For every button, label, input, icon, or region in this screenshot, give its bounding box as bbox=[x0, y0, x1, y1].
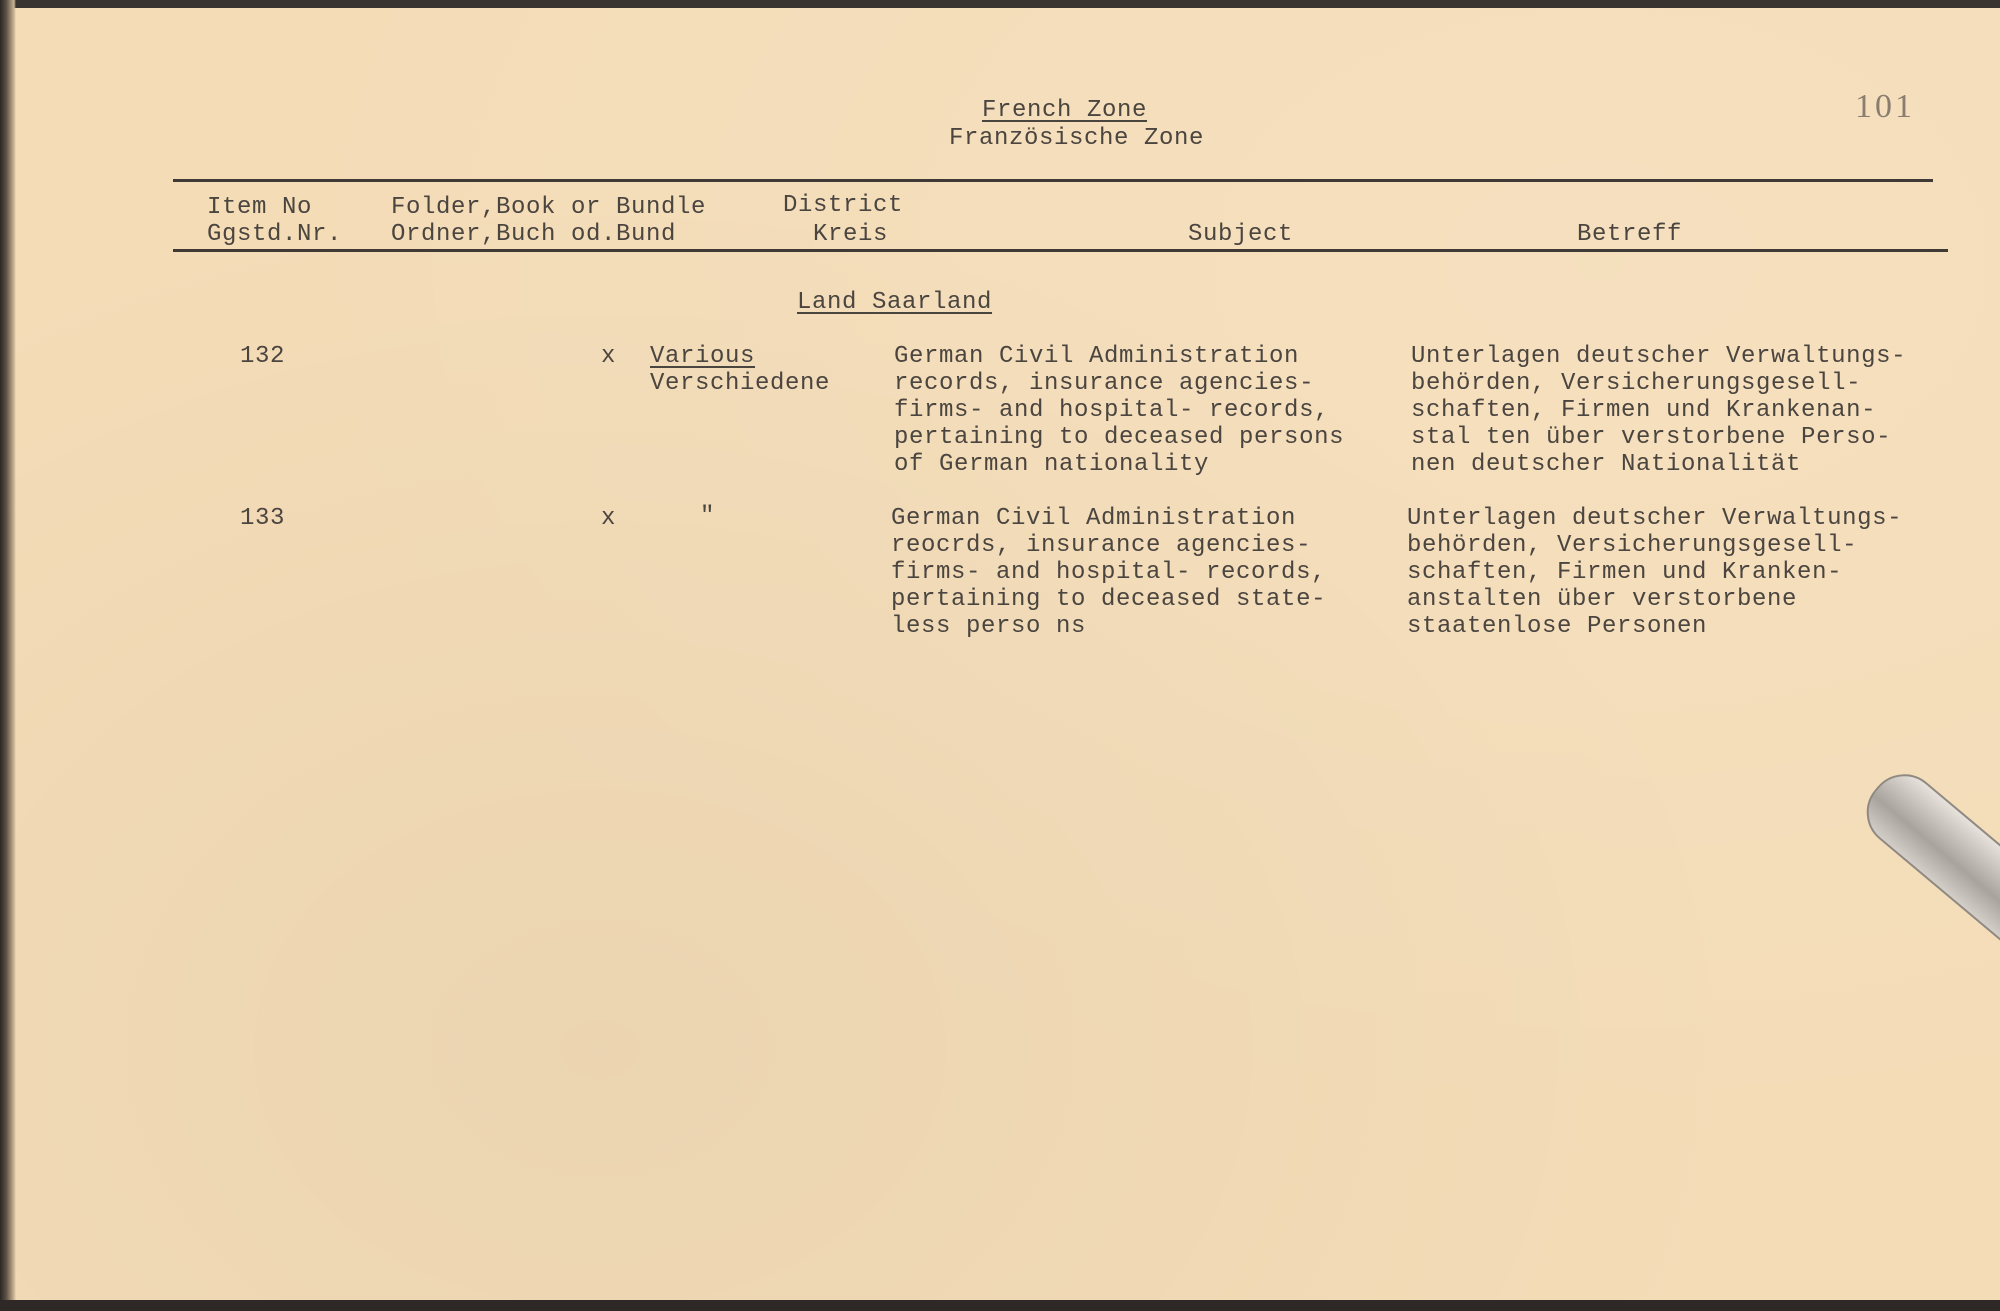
row-item-number: 133 bbox=[240, 505, 286, 532]
binding-edge-left bbox=[0, 0, 16, 1311]
row-district-ditto: " bbox=[700, 503, 716, 530]
row-district-de: Verschiedene bbox=[650, 370, 831, 397]
row-betreff-line: Unterlagen deutscher Verwaltungs- bbox=[1411, 343, 1907, 370]
row-betreff-line: anstalten über verstorbene bbox=[1407, 586, 1798, 613]
page-number: 101 bbox=[1855, 88, 1915, 125]
row-betreff-line: behörden, Versicherungsgesell- bbox=[1411, 370, 1862, 397]
row-subject-line: reocrds, insurance agencies- bbox=[891, 532, 1312, 559]
row-betreff-line: staatenlose Personen bbox=[1407, 613, 1708, 640]
row-betreff-line: Unterlagen deutscher Verwaltungs- bbox=[1407, 505, 1903, 532]
row-subject-line: pertaining to deceased persons bbox=[894, 424, 1345, 451]
row-subject-line: pertaining to deceased state- bbox=[891, 586, 1327, 613]
row-item-number: 132 bbox=[240, 343, 286, 370]
row-folder-mark: x bbox=[601, 343, 617, 370]
row-subject-line: less perso ns bbox=[891, 613, 1087, 640]
table-top-rule bbox=[173, 179, 1933, 182]
col-header-betreff: Betreff bbox=[1577, 221, 1683, 248]
col-header-item-de: Ggstd.Nr. bbox=[207, 221, 343, 248]
row-district-en: Various bbox=[650, 343, 756, 370]
row-betreff-line: schaften, Firmen und Krankenan- bbox=[1411, 397, 1877, 424]
col-header-district-en: District bbox=[783, 192, 904, 219]
col-header-subject: Subject bbox=[1188, 221, 1294, 248]
row-betreff-line: stal ten über verstorbene Perso- bbox=[1411, 424, 1892, 451]
paper-clip-image bbox=[1852, 760, 2000, 974]
col-header-item-en: Item No bbox=[207, 194, 313, 221]
row-subject-line: German Civil Administration bbox=[891, 505, 1297, 532]
section-title: Land Saarland bbox=[797, 289, 993, 316]
col-header-folder-en: Folder,Book or Bundle bbox=[391, 194, 707, 221]
row-subject-line: of German nationality bbox=[894, 451, 1210, 478]
row-folder-mark: x bbox=[601, 505, 617, 532]
col-header-folder-de: Ordner,Buch od.Bund bbox=[391, 221, 677, 248]
row-subject-line: records, insurance agencies- bbox=[894, 370, 1315, 397]
row-betreff-line: behörden, Versicherungsgesell- bbox=[1407, 532, 1858, 559]
col-header-district-de: Kreis bbox=[813, 221, 889, 248]
table-header-rule bbox=[173, 249, 1948, 252]
row-subject-line: firms- and hospital- records, bbox=[894, 397, 1330, 424]
row-betreff-line: nen deutscher Nationalität bbox=[1411, 451, 1802, 478]
header-title-en: French Zone bbox=[982, 97, 1148, 124]
row-betreff-line: schaften, Firmen und Kranken- bbox=[1407, 559, 1843, 586]
row-subject-line: firms- and hospital- records, bbox=[891, 559, 1327, 586]
header-title-de: Französische Zone bbox=[949, 125, 1205, 152]
binding-edge-bottom bbox=[0, 1300, 2000, 1311]
row-subject-line: German Civil Administration bbox=[894, 343, 1300, 370]
binding-edge-top bbox=[0, 0, 2000, 8]
